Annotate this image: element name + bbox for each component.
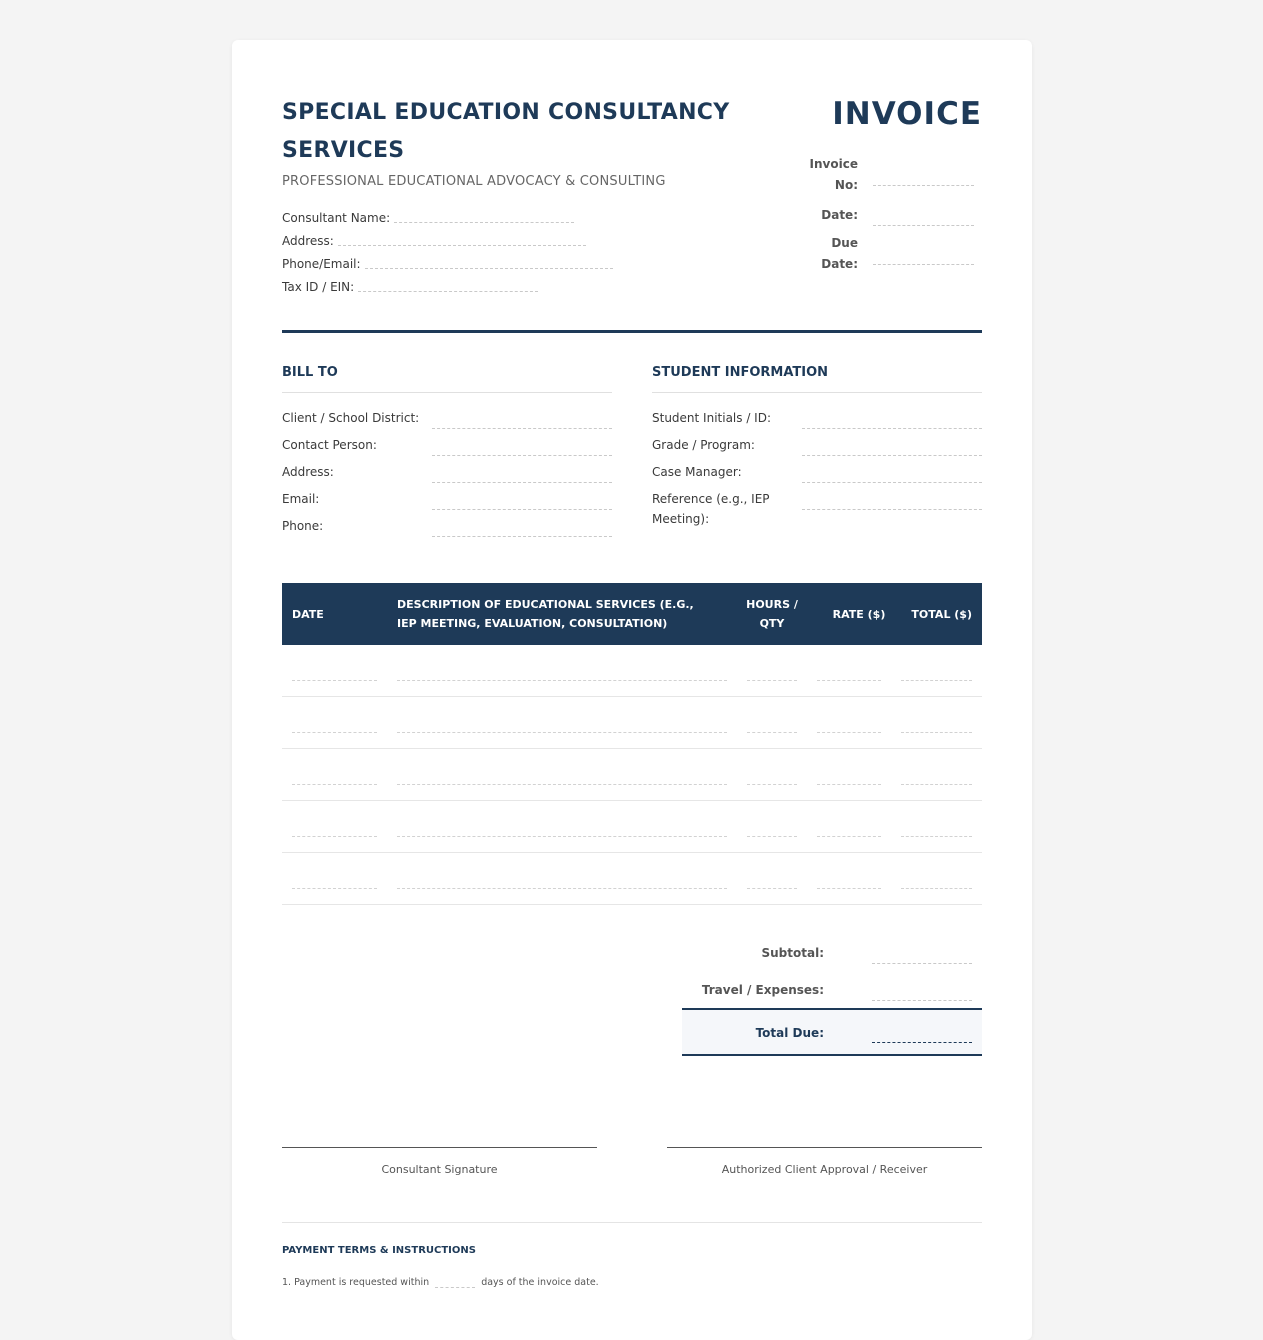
row-date-field[interactable] [292, 888, 377, 889]
student-id-label: Student Initials / ID: [652, 411, 772, 425]
col-date-header: DATE [292, 607, 324, 621]
bill-to-client-label: Client / School District: [282, 411, 420, 425]
row-description-field[interactable] [397, 888, 727, 889]
row-rate-field[interactable] [817, 836, 881, 837]
row-rate-field[interactable] [817, 888, 881, 889]
row-hours-field[interactable] [747, 680, 797, 681]
consultant-address-field[interactable] [338, 245, 586, 246]
row-separator [282, 696, 982, 697]
row-description-field[interactable] [397, 784, 727, 785]
consultant-name-label: Consultant Name: [282, 211, 391, 225]
consultant-address-label: Address: [282, 234, 334, 248]
row-hours-field[interactable] [747, 836, 797, 837]
col-rate-header: RATE ($) [832, 607, 886, 621]
row-description-field[interactable] [397, 732, 727, 733]
invoice-no-label: Invoice No: [809, 157, 858, 192]
row-date-field[interactable] [292, 784, 377, 785]
bill-to-heading: BILL TO [282, 365, 612, 393]
client-signature-line[interactable] [667, 1147, 982, 1148]
company-tagline: PROFESSIONAL EDUCATIONAL ADVOCACY & CONSULTING [282, 174, 666, 189]
row-total-field[interactable] [901, 784, 972, 785]
terms-divider [282, 1222, 982, 1223]
col-description-header: DESCRIPTION OF EDUCATIONAL SERVICES (E.G., IEP MEETING, EVALUATION, CONSULTATION) [397, 598, 694, 630]
invoice-title: INVOICE [832, 96, 982, 132]
row-separator [282, 800, 982, 801]
row-total-field[interactable] [901, 732, 972, 733]
bill-to-email-label: Email: [282, 492, 320, 506]
consultant-signature-label: Consultant Signature [381, 1163, 498, 1176]
row-rate-field[interactable] [817, 784, 881, 785]
row-description-field[interactable] [397, 680, 727, 681]
payment-terms-line-1 [282, 1277, 599, 1288]
student-case-manager-field[interactable] [802, 482, 982, 483]
student-case-manager-label: Case Manager: [652, 465, 742, 479]
services-table-header [282, 583, 982, 645]
student-reference-field[interactable] [802, 509, 982, 510]
payment-terms-line-1-start: 1. Payment is requested within [282, 1277, 430, 1288]
row-total-field[interactable] [901, 888, 972, 889]
consultant-taxid-row [282, 280, 538, 294]
student-grade-label: Grade / Program: [652, 438, 755, 452]
payment-terms-heading: PAYMENT TERMS & INSTRUCTIONS [282, 1245, 476, 1256]
row-rate-field[interactable] [817, 680, 881, 681]
student-id-field[interactable] [802, 428, 982, 429]
invoice-date-field[interactable] [873, 225, 974, 226]
total-due-field[interactable] [872, 1042, 972, 1043]
row-total-field[interactable] [901, 680, 972, 681]
consultant-name-row [282, 211, 574, 225]
invoice-date-label: Date: [821, 208, 858, 222]
consultant-name-field[interactable] [394, 222, 574, 223]
consultant-taxid-label: Tax ID / EIN: [282, 280, 355, 294]
student-info-heading: STUDENT INFORMATION [652, 365, 982, 393]
bill-to-client-field[interactable] [432, 428, 612, 429]
bill-to-email-field[interactable] [432, 509, 612, 510]
invoice-no-field[interactable] [873, 185, 974, 186]
student-grade-field[interactable] [802, 455, 982, 456]
payment-days-field[interactable] [435, 1287, 475, 1288]
student-reference-label: Reference (e.g., IEP Meeting): [652, 492, 770, 526]
consultant-contact-label: Phone/Email: [282, 257, 361, 271]
row-hours-field[interactable] [747, 784, 797, 785]
payment-terms-line-1-end: days of the invoice date. [481, 1277, 599, 1288]
travel-expenses-field[interactable] [872, 1000, 972, 1001]
row-separator [282, 748, 982, 749]
row-date-field[interactable] [292, 680, 377, 681]
row-rate-field[interactable] [817, 732, 881, 733]
bill-to-address-label: Address: [282, 465, 334, 479]
row-separator [282, 852, 982, 853]
row-hours-field[interactable] [747, 888, 797, 889]
row-total-field[interactable] [901, 836, 972, 837]
due-date-label: Due Date: [821, 236, 858, 271]
bill-to-phone-field[interactable] [432, 536, 612, 537]
row-date-field[interactable] [292, 732, 377, 733]
total-due-label: Total Due: [755, 1026, 824, 1040]
subtotal-label: Subtotal: [761, 946, 824, 960]
row-description-field[interactable] [397, 836, 727, 837]
row-separator [282, 904, 982, 905]
bill-to-contact-label: Contact Person: [282, 438, 377, 452]
col-total-header: TOTAL ($) [911, 607, 972, 621]
header-divider [282, 330, 982, 333]
consultant-address-row [282, 234, 586, 248]
bill-to-address-field[interactable] [432, 482, 612, 483]
subtotal-field[interactable] [872, 963, 972, 964]
client-signature-label: Authorized Client Approval / Receiver [721, 1163, 928, 1176]
bill-to-contact-field[interactable] [432, 455, 612, 456]
bill-to-phone-label: Phone: [282, 519, 324, 533]
consultant-contact-row [282, 257, 613, 271]
consultant-contact-field[interactable] [365, 268, 613, 269]
row-hours-field[interactable] [747, 732, 797, 733]
due-date-field[interactable] [873, 264, 974, 265]
company-name: SPECIAL EDUCATION CONSULTANCY SERVICES [282, 100, 730, 163]
consultant-signature-line[interactable] [282, 1147, 597, 1148]
consultant-taxid-field[interactable] [358, 291, 538, 292]
travel-expenses-label: Travel / Expenses: [701, 983, 824, 997]
invoice-sheet [232, 40, 1032, 1340]
col-hours-header: HOURS / QTY [746, 598, 798, 630]
row-date-field[interactable] [292, 836, 377, 837]
